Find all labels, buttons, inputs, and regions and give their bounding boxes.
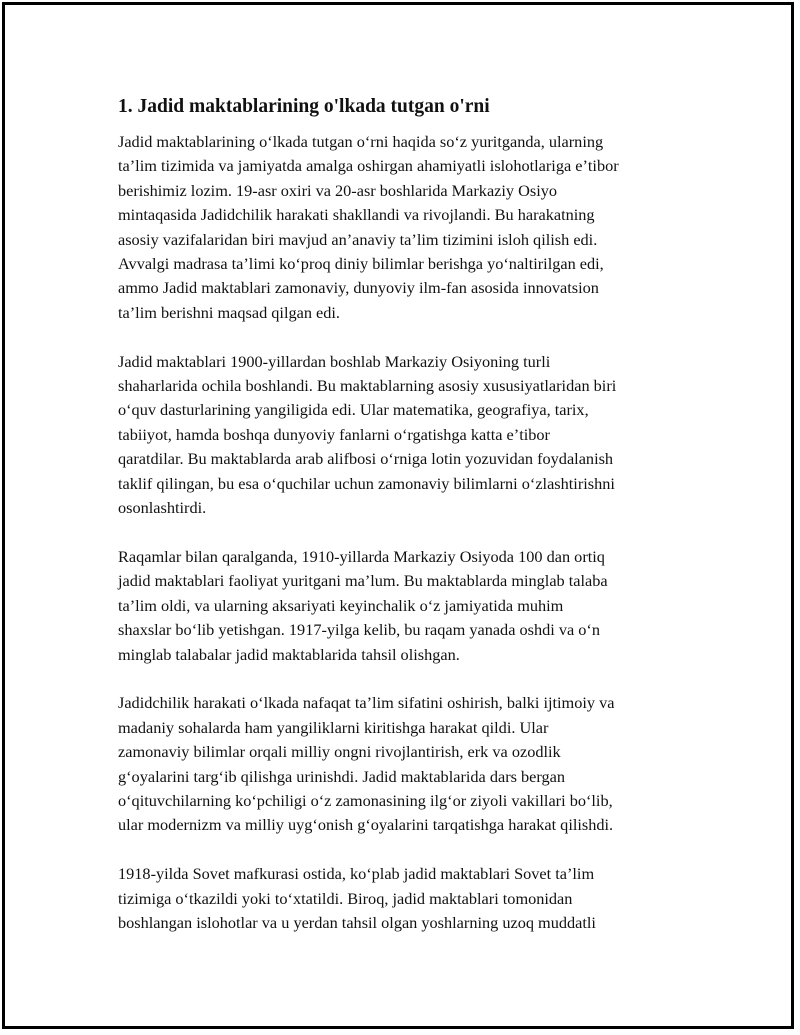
text-line: madaniy sohalarda ham yangiliklarni kiritishga harakat qildi. Ular [118, 717, 549, 737]
text-line: oʻquv dasturlarining yangiligida edi. Ular matematika, geografiya, tarix, [118, 400, 589, 420]
text-line: Raqamlar bilan qaralganda, 1910-yillarda Markaziy Osiyoda 100 dan ortiq [118, 546, 605, 566]
text-line: taʼlim berishni maqsad qilgan edi. [118, 302, 341, 322]
text-line: zamonaviy bilimlar orqali milliy ongni rivojlantirish, erk va ozodlik [118, 742, 561, 762]
paragraph-1 [118, 130, 698, 325]
text-line: berishimiz lozim. 19-asr oxiri va 20-asr boshlarida Markaziy Osiyo [118, 180, 558, 200]
text-line: qaratdilar. Bu maktablarda arab alifbosi oʻrniga lotin yozuvidan foydalanish [118, 449, 614, 469]
text-line: taʼlim tizimida va jamiyatda amalga oshirgan ahamiyatli islohotlariga eʼtibor [118, 156, 619, 176]
paragraph-2 [118, 350, 698, 521]
text-line: Jadid maktablari 1900-yillardan boshlab Markaziy Osiyoning turli [118, 351, 551, 371]
text-line: ular modernizm va milliy uygʻonish gʻoyalarini tarqatishga harakat qilishdi. [118, 815, 614, 835]
text-line: shaxslar boʻlib yetishgan. 1917-yilga kelib, bu raqam yanada oshdi va oʻn [118, 620, 600, 640]
text-line: osonlashtirdi. [118, 498, 207, 518]
paragraph-3 [118, 545, 698, 667]
text-line: tabiiyot, hamda boshqa dunyoviy fanlarni oʻrgatishga katta eʼtibor [118, 424, 550, 444]
text-line: boshlangan islohotlar va u yerdan tahsil olgan yoshlarning uzoq muddatli [118, 912, 596, 932]
text-line: tizimiga oʻtkazildi yoki toʻxtatildi. Biroq, jadid maktablari tomonidan [118, 888, 573, 908]
text-line: gʻoyalarini targʻib qilishga urinishdi. Jadid maktablarida dars bergan [118, 766, 566, 786]
text-line: taʼlim oldi, va ularning aksariyati keyinchalik oʻz jamiyatida muhim [118, 595, 564, 615]
text-line: Avvalgi madrasa taʼlimi koʻproq diniy bilimlar berishga yoʻnaltirilgan edi, [118, 254, 604, 274]
text-line: ammo Jadid maktablari zamonaviy, dunyoviy ilm-fan asosida innovatsion [118, 278, 599, 298]
text-line: oʻqituvchilarning koʻpchiligi oʻz zamonasining ilgʻor ziyoli vakillari boʻlib, [118, 790, 613, 810]
text-line: asosiy vazifalaridan biri mavjud anʼanaviy taʼlim tizimini isloh qilish edi. [118, 229, 598, 249]
text-line: mintaqasida Jadidchilik harakati shakllandi va rivojlandi. Bu harakatning [118, 205, 595, 225]
text-line: taklif qilingan, bu esa oʻquchilar uchun zamonaviy bilimlarni oʻzlashtirishni [118, 473, 615, 493]
text-line: shaharlarida ochila boshlandi. Bu maktablarning asosiy xususiyatlaridan biri [118, 376, 617, 396]
text-line: 1918-yilda Sovet mafkurasi ostida, koʻplab jadid maktablari Sovet taʼlim [118, 864, 595, 884]
text-line: minglab talabalar jadid maktablarida tahsil olishgan. [118, 644, 460, 664]
text-line: jadid maktablari faoliyat yuritgani maʼlum. Bu maktablarda minglab talaba [118, 571, 608, 591]
section-title: 1. Jadid maktablarining o'lkada tutgan o'rni [118, 96, 490, 117]
text-line: Jadidchilik harakati oʻlkada nafaqat taʼlim sifatini oshirish, balki ijtimoiy va [118, 693, 615, 713]
paragraph-4 [118, 691, 698, 837]
document-body [118, 94, 698, 935]
text-line: Jadid maktablarining oʻlkada tutgan oʻrni haqida soʻz yuritganda, ularning [118, 132, 604, 151]
paragraph-5 [118, 862, 698, 935]
